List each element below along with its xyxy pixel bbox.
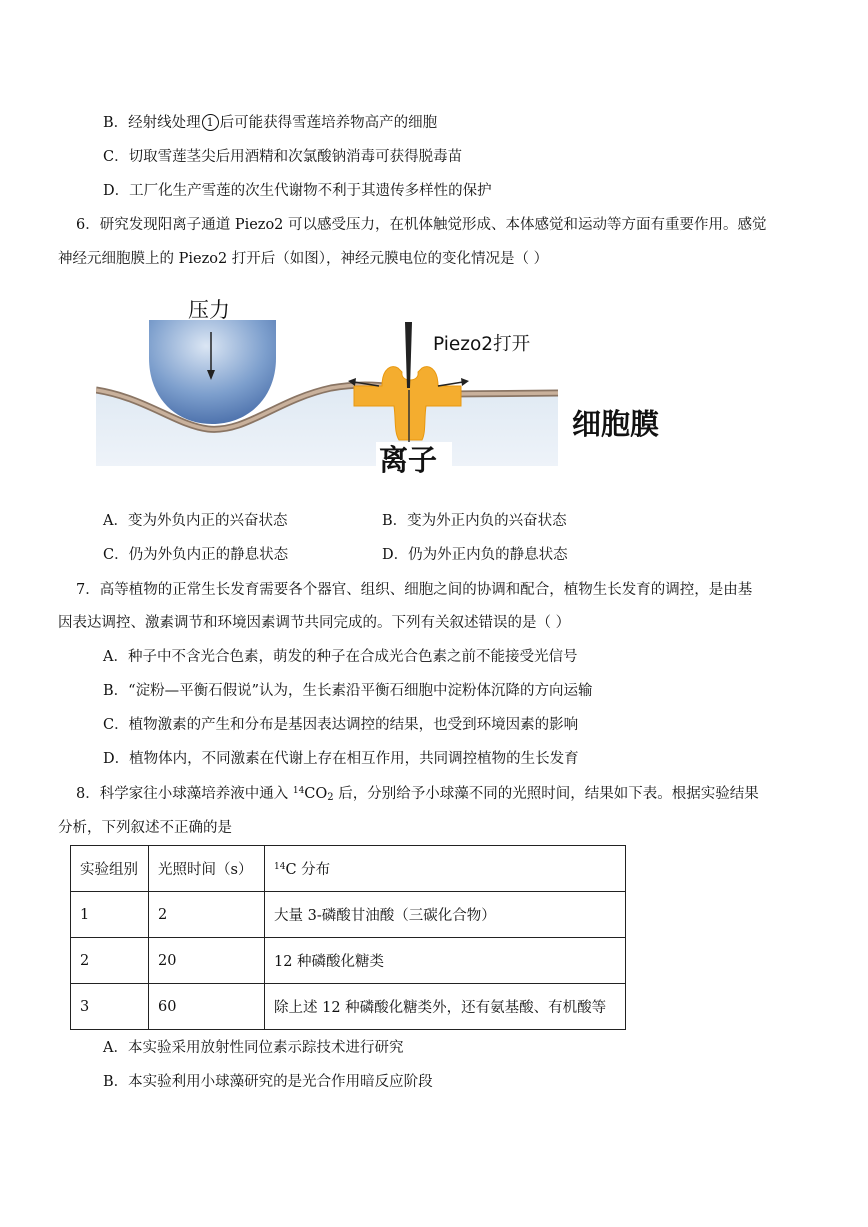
q6-stem-line1: 6．研究发现阳离子通道 Piezo2 可以感受压力，在机体触觉形成、本体感觉和运动等方面有重要作用。感觉 xyxy=(76,217,767,233)
co2-subscript: 2 xyxy=(327,792,334,803)
q7-option-a: A．种子中不含光合色素，萌发的种子在合成光合色素之前不能接受光信号 xyxy=(103,649,578,665)
cell-group: 1 xyxy=(71,892,149,938)
cell-distribution: 除上述 12 种磷酸化糖类外，还有氨基酸、有机酸等 xyxy=(265,984,626,1030)
cell-membrane-right-inner xyxy=(449,393,558,394)
table-row xyxy=(71,892,626,938)
q8-option-b: B．本实验利用小球藻研究的是光合作用暗反应阶段 xyxy=(103,1074,433,1090)
piezo2-open-label: Piezo2打开 xyxy=(433,334,531,355)
q7-stem-line1: 7．高等植物的正常生长发育需要各个器官、组织、细胞之间的协调和配合，植物生长发育的调控，是由基 xyxy=(76,582,753,598)
q7-stem-line2: 因表达调控、激素调节和环境因素调节共同完成的。下列有关叙述错误的是（ ） xyxy=(58,615,571,631)
cell-time: 20 xyxy=(149,938,265,984)
q5-option-c: C．切取雪莲茎尖后用酒精和次氯酸钠消毒可获得脱毒苗 xyxy=(103,149,463,165)
q8-stem-line2: 分析，下列叙述不正确的是 xyxy=(58,820,232,836)
header-time: 光照时间（s） xyxy=(149,846,265,892)
q6-option-d: D．仍为外正内负的静息状态 xyxy=(382,547,568,563)
cell-time: 60 xyxy=(149,984,265,1030)
q5-option-b xyxy=(103,113,437,133)
ion-label: 离子 xyxy=(379,443,438,477)
q7-option-c: C．植物激素的产生和分布是基因表达调控的结果，也受到环境因素的影响 xyxy=(103,717,579,733)
piezo2-figure xyxy=(96,290,686,480)
q8-stem-end: 后，分别给予小球藻不同的光照时间，结果如下表。根据实验结果 xyxy=(333,786,759,802)
table-row xyxy=(71,938,626,984)
q5-option-b-text: B．经射线处理 xyxy=(103,115,201,131)
pressure-label: 压力 xyxy=(188,298,230,322)
q8-stem-start: 8．科学家往小球藻培养液中通入 xyxy=(76,786,293,802)
channel-pore-line xyxy=(405,322,412,388)
q8-stem-line1 xyxy=(76,784,759,804)
isotope-mass-number: 14 xyxy=(292,786,305,796)
circled-number: 1 xyxy=(202,114,219,131)
cell-membrane-label: 细胞膜 xyxy=(572,407,660,441)
table-row xyxy=(71,984,626,1030)
q5-option-d: D．工厂化生产雪莲的次生代谢物不利于其遗传多样性的保护 xyxy=(103,183,492,199)
q6-stem-line2: 神经元细胞膜上的 Piezo2 打开后（如图），神经元膜电位的变化情况是（ ） xyxy=(58,251,549,267)
results-table xyxy=(70,845,626,1030)
header-group: 实验组别 xyxy=(71,846,149,892)
header-isotope-number: 14 xyxy=(274,862,286,872)
q6-option-a: A．变为外负内正的兴奋状态 xyxy=(103,513,288,529)
q7-option-b: B．“淀粉—平衡石假说”认为，生长素沿平衡石细胞中淀粉体沉降的方向运输 xyxy=(103,683,593,699)
cell-distribution: 12 种磷酸化糖类 xyxy=(265,938,626,984)
header-distribution xyxy=(265,846,626,892)
q7-option-d: D．植物体内，不同激素在代谢上存在相互作用，共同调控植物的生长发育 xyxy=(103,751,579,767)
cell-group: 2 xyxy=(71,938,149,984)
cell-distribution: 大量 3-磷酸甘油酸（三碳化合物） xyxy=(265,892,626,938)
header-distribution-text: C 分布 xyxy=(285,862,331,878)
cell-group: 3 xyxy=(71,984,149,1030)
table-header-row xyxy=(71,846,626,892)
q6-option-b: B．变为外正内负的兴奋状态 xyxy=(382,513,567,529)
co2-formula: CO xyxy=(304,786,328,802)
right-stretch-arrow-head xyxy=(461,378,469,386)
q6-option-c: C．仍为外负内正的静息状态 xyxy=(103,547,289,563)
q5-option-b-text-end: 后可能获得雪莲培养物高产的细胞 xyxy=(219,115,438,131)
q8-option-a: A．本实验采用放射性同位素示踪技术进行研究 xyxy=(103,1040,404,1056)
right-stretch-arrow xyxy=(438,382,463,386)
cell-time: 2 xyxy=(149,892,265,938)
